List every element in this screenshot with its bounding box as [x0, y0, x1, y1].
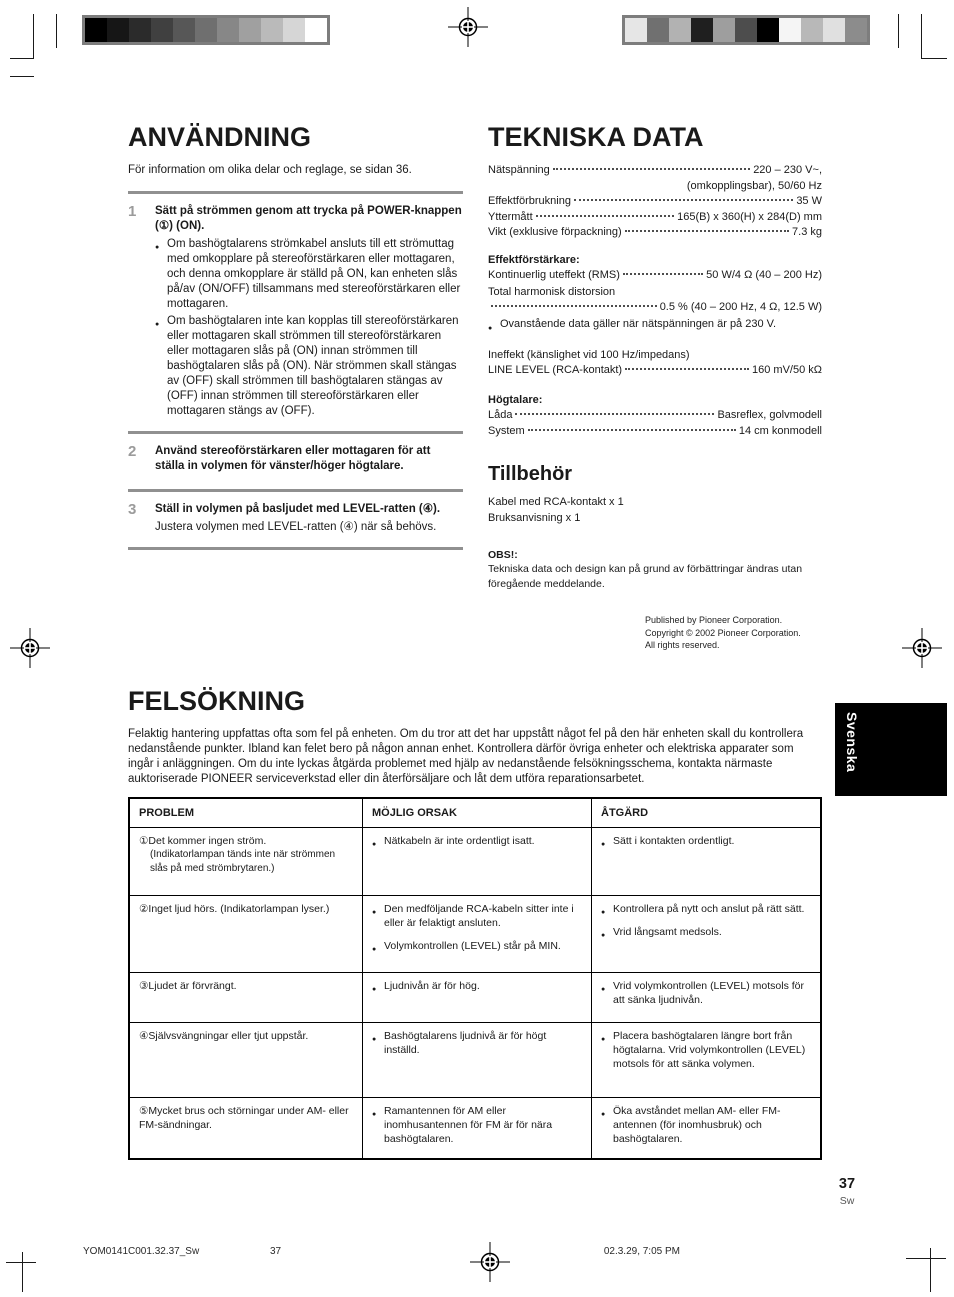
calibration-swatch — [779, 18, 801, 42]
table-header-row — [130, 799, 820, 828]
dot-leader — [625, 230, 789, 232]
list-item: ● Vrid volymkontrollen (LEVEL) motsols för att sänka ljudnivån. — [601, 979, 811, 1007]
spec-value: 35 W — [796, 195, 822, 207]
list-item: ● Ljudnivån är för hög. — [372, 979, 582, 993]
spec-natspanning — [488, 163, 822, 179]
divider — [128, 191, 463, 194]
dot-leader — [536, 215, 675, 217]
crop-mark — [56, 14, 57, 48]
spec-value: Basreflex, golvmodell — [717, 409, 822, 421]
list-item: Kabel med RCA-kontakt x 1 — [488, 496, 624, 508]
spec-value: 160 mV/50 kΩ — [752, 364, 822, 376]
problem-cell — [130, 973, 362, 1022]
list-item: ● Den medföljande RCA-kabeln sitter inte i eller är felaktigt ansluten. — [372, 902, 582, 930]
dot-leader — [574, 199, 793, 201]
dot-leader — [625, 368, 749, 370]
crop-mark — [898, 14, 899, 48]
amp-note: ● Ovanstående data gäller när nätspänningen är på 230 V. — [488, 317, 822, 332]
table-row — [130, 973, 820, 1023]
obs-heading: OBS!: — [488, 549, 518, 561]
divider — [128, 489, 463, 492]
calibration-swatch — [823, 18, 845, 42]
crop-mark — [921, 14, 922, 58]
calibration-swatch — [305, 18, 327, 42]
calibration-swatch — [195, 18, 217, 42]
cause-cell — [362, 973, 591, 1022]
action-cell — [591, 1098, 820, 1158]
dot-leader — [491, 305, 657, 307]
speaker-heading: Högtalare: — [488, 393, 543, 406]
crop-mark — [930, 1248, 931, 1292]
column-header-atgard: ÅTGÄRD — [591, 799, 820, 827]
step-3-text: Justera volymen med LEVEL-ratten (④) när så behövs. — [155, 520, 437, 533]
dot-leader — [528, 429, 736, 431]
problem-cell — [130, 896, 362, 972]
spec-system — [488, 424, 822, 440]
step-2-title: Använd stereoförstärkaren eller mottagaren för att ställa in volymen för vänster/höger högtalare. — [155, 444, 431, 472]
calibration-swatch — [151, 18, 173, 42]
list-item: ● Om bashögtalaren inte kan kopplas till stereoförstärkaren eller mottagaren skall strömmen till stereoförstärkaren eller mottagaren slås på (ON) innan strömmen till bashögtalaren slås på (ON). När strömmen skall stängas av (OFF) skall strömmen till bashögtalaren stängas av (OFF) innan strömmen till stereoförstärkaren eller mottagaren stängs av (OFF). — [155, 314, 463, 419]
calibration-swatch — [801, 18, 823, 42]
footer-page-number: 37 — [270, 1246, 282, 1257]
list-item: ● Placera bashögtalaren längre bort från högtalarna. Vrid volymkontrollen (LEVEL) motsols för att sänka volymen. — [601, 1029, 811, 1071]
action-cell — [591, 1023, 820, 1097]
step-1-number: 1 — [128, 202, 137, 220]
publisher-line: All rights reserved. — [645, 640, 720, 650]
calibration-swatch — [669, 18, 691, 42]
spec-effektforbrukning — [488, 194, 822, 210]
spec-label: Nätspänning — [488, 164, 550, 176]
table-row — [130, 1023, 820, 1098]
section-anvandning — [128, 122, 463, 560]
list-item: ● Om bashögtalarens strömkabel ansluts till ett strömuttag med omkopplare på stereoförstärkaren eller mottagaren, och denna omkopplare är ställd på ON, kan enheten slås på/av (ON/OFF) tillsammans med stereoförstärkaren eller mottagaren. — [155, 237, 463, 312]
step-1-body — [155, 204, 463, 419]
section-title-felsokning: FELSÖKNING — [128, 686, 306, 716]
dot-leader — [553, 168, 750, 170]
list-item: ● Öka avståndet mellan AM- eller FM-antennen (för inomhusbruk) och bashögtalaren. — [601, 1104, 811, 1146]
list-item: Bruksanvisning x 1 — [488, 512, 581, 524]
language-tab-label: Svenska — [844, 712, 860, 773]
cause-cell — [362, 1098, 591, 1158]
spec-value: 165(B) x 360(H) x 284(D) mm — [677, 210, 822, 223]
calibration-swatch — [845, 18, 867, 42]
calibration-swatch — [647, 18, 669, 42]
dot-leader — [623, 273, 703, 275]
section-title-tillbehor: Tillbehör — [488, 463, 573, 485]
step-1-title: Sätt på strömmen genom att trycka på POWER-knappen (①) (ON). — [155, 204, 462, 232]
cause-cell — [362, 828, 591, 895]
calibration-swatch — [735, 18, 757, 42]
problem-text: ③Ljudet är förvrängt. — [139, 980, 237, 992]
spec-value: 7.3 kg — [792, 226, 822, 238]
crop-mark — [6, 1262, 36, 1263]
spec-label: Kontinuerlig uteffekt (RMS) — [488, 269, 620, 281]
spec-rms — [488, 268, 822, 284]
registration-mark-right — [902, 628, 942, 668]
step-3-body — [155, 502, 463, 536]
spec-label: Yttermått — [488, 210, 533, 223]
spec-label: Vikt (exklusive förpackning) — [488, 226, 622, 238]
list-item: ● Bashögtalarens ljudnivå är för högt inställd. — [372, 1029, 582, 1057]
step-2-body — [155, 444, 463, 477]
problem-note: (Indikatorlampan tänds inte när strömmen slås på med strömbrytaren.) — [150, 849, 336, 874]
calibration-swatch — [757, 18, 779, 42]
grayscale-calibration-bar — [82, 15, 330, 45]
spec-thd-label: Total harmonisk distorsion — [488, 285, 616, 298]
list-item: ● Sätt i kontakten ordentligt. — [601, 834, 811, 848]
publisher-line: Copyright © 2002 Pioneer Corporation. — [645, 627, 801, 638]
anvandning-intro: För information om olika delar och reglage, se sidan 36. — [128, 164, 412, 176]
calibration-swatch — [691, 18, 713, 42]
registration-mark-bottom — [470, 1242, 510, 1282]
tillbehor-items — [488, 494, 822, 526]
publisher-credit — [645, 614, 801, 652]
calibration-swatch — [625, 18, 647, 42]
page-language-abbrev: Sw — [839, 1195, 855, 1207]
felsokning-intro: Felaktig hantering uppfattas ofta som fel på enheten. Om du tror att det har uppstått något fel på den här enheten skall du kontrollera nedanstående punkter. Ibland kan felet bero på någon annan enhet. Kontrollera därför övriga enheter och elektriska apparater som ingår i anläggningen. Om du inte lyckas åtgärda problemet med hjälp av nedanstående felsökningsschema, kontakta närmaste auktoriserade PIONEER serviceverkstad eller din återförsäljare och låt dem utföra reparationsarbetet. — [128, 728, 804, 785]
calibration-swatch — [261, 18, 283, 42]
spec-thd-value — [488, 300, 822, 316]
action-cell — [591, 828, 820, 895]
calibration-swatch — [239, 18, 261, 42]
spec-label: Låda — [488, 409, 513, 421]
spec-label: Effektförbrukning — [488, 195, 571, 207]
list-item: ● Ramantennen för AM eller inomhusantennen för FM är för nära bashögtalaren. — [372, 1104, 582, 1146]
step-3 — [128, 502, 463, 536]
publisher-line: Published by Pioneer Corporation. — [645, 615, 783, 625]
crop-mark — [10, 76, 34, 77]
spec-value: 50 W/4 Ω (40 – 200 Hz) — [706, 269, 822, 281]
footer-file-name: YOM0141C001.32.37_Sw — [83, 1246, 200, 1257]
spec-natspanning-cont: (omkopplingsbar), 50/60 Hz — [686, 179, 822, 192]
spec-vikt — [488, 225, 822, 241]
crop-mark — [33, 14, 34, 58]
table-row — [130, 1098, 820, 1158]
spec-label: System — [488, 424, 525, 437]
problem-text: ⑤Mycket brus och störningar under AM- eller FM-sändningar. — [139, 1105, 349, 1131]
spec-label: LINE LEVEL (RCA-kontakt) — [488, 364, 623, 376]
table-row — [130, 896, 820, 973]
color-calibration-bar — [622, 15, 870, 45]
registration-mark-top — [448, 7, 488, 47]
section-felsokning — [128, 686, 822, 1160]
crop-mark — [921, 58, 947, 59]
step-2-number: 2 — [128, 442, 137, 460]
step-2 — [128, 444, 463, 477]
calibration-swatch — [217, 18, 239, 42]
list-item: ● Vrid långsamt medsols. — [601, 925, 811, 939]
spec-value: 0.5 % (40 – 200 Hz, 4 Ω, 12.5 W) — [659, 300, 822, 313]
language-tab-svenska — [835, 703, 947, 796]
calibration-swatch — [107, 18, 129, 42]
step-3-title: Ställ in volymen på basljudet med LEVEL-ratten (④). — [155, 502, 441, 515]
problem-cell — [130, 1098, 362, 1158]
action-cell — [591, 896, 820, 972]
obs-body: Tekniska data och design kan på grund av förbättringar ändras utan föregående meddelande. — [488, 563, 803, 590]
problem-cell — [130, 828, 362, 895]
divider — [128, 431, 463, 434]
list-item: ● Kontrollera på nytt och anslut på rätt sätt. — [601, 902, 811, 916]
footer-timestamp: 02.3.29, 7:05 PM — [603, 1246, 680, 1257]
list-item: ● Nätkabeln är inte ordentligt isatt. — [372, 834, 582, 848]
table-row — [130, 828, 820, 896]
action-cell — [591, 973, 820, 1022]
column-header-problem: PROBLEM — [139, 807, 194, 819]
column-header-orsak: MÖJLIG ORSAK — [362, 799, 591, 827]
spec-value: 220 – 230 V~, — [753, 164, 822, 176]
calibration-swatch — [85, 18, 107, 42]
crop-mark — [906, 1258, 946, 1259]
step-1 — [128, 204, 463, 419]
page-number-block — [815, 1176, 879, 1207]
dot-leader — [515, 413, 714, 415]
list-item: ● Volymkontrollen (LEVEL) står på MIN. — [372, 939, 582, 953]
cause-cell — [362, 1023, 591, 1097]
crop-mark — [10, 58, 34, 59]
registration-mark-left — [10, 628, 50, 668]
spec-line-level — [488, 363, 822, 379]
divider — [128, 547, 463, 550]
section-title-anvandning: ANVÄNDNING — [128, 122, 312, 152]
problem-text: ①Det kommer ingen ström. — [139, 835, 267, 847]
spec-ineffekt-label: Ineffekt (känslighet vid 100 Hz/impedans) — [488, 349, 690, 361]
calibration-swatch — [283, 18, 305, 42]
page-number: 37 — [838, 1176, 856, 1192]
cause-cell — [362, 896, 591, 972]
crop-mark — [22, 1252, 23, 1292]
section-tekniska-data — [488, 122, 822, 591]
step-1-bullets — [155, 237, 463, 419]
spec-lada — [488, 408, 822, 424]
problem-cell — [130, 1023, 362, 1097]
step-3-number: 3 — [128, 500, 137, 518]
calibration-swatch — [173, 18, 195, 42]
spec-yttermatt — [488, 210, 822, 226]
spec-value: 14 cm konmodell — [738, 424, 822, 437]
calibration-swatch — [129, 18, 151, 42]
problem-text: ④Självsvängningar eller tjut uppstår. — [139, 1030, 309, 1042]
calibration-swatch — [713, 18, 735, 42]
section-title-tekniska: TEKNISKA DATA — [488, 122, 704, 152]
amp-heading: Effektförstärkare: — [488, 253, 580, 266]
problem-text: ②Inget ljud hörs. (Indikatorlampan lyser.) — [139, 903, 330, 915]
troubleshooting-table — [128, 797, 822, 1160]
